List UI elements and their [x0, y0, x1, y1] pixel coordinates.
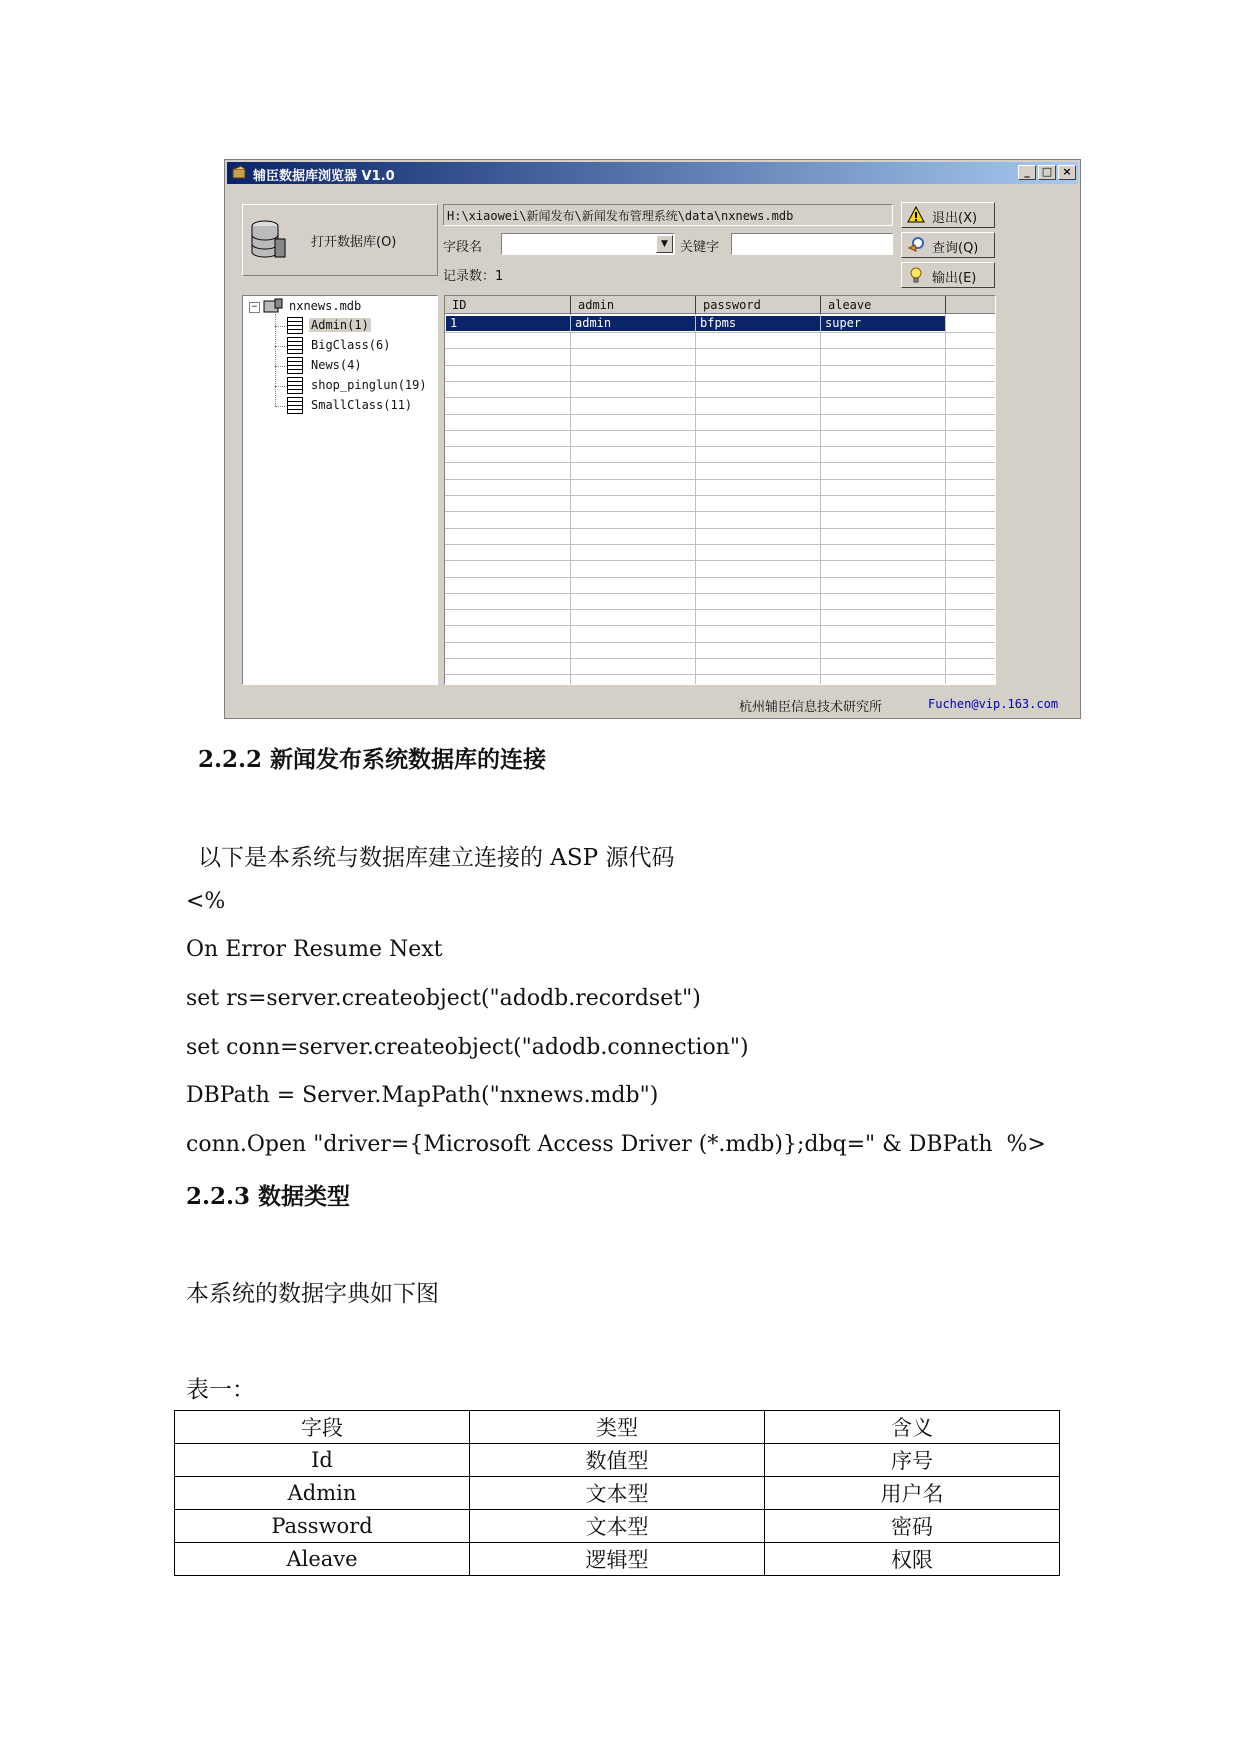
grid-row-line [445, 658, 995, 659]
column-header-id[interactable]: ID [445, 296, 571, 314]
email-link[interactable]: Fuchen@vip.163.com [928, 697, 1059, 711]
records-grid[interactable] [444, 295, 996, 685]
warning-icon [907, 206, 925, 224]
grid-row-line [445, 332, 995, 333]
field-name-select[interactable] [501, 233, 675, 255]
table-cell: 序号 [765, 1444, 1060, 1477]
tree-item-label: BigClass(6) [311, 338, 391, 352]
table-cell: Aleave [175, 1543, 470, 1576]
collapse-icon[interactable]: − [249, 302, 260, 313]
export-button[interactable] [901, 262, 995, 288]
column-header-empty [946, 296, 996, 314]
grid-row-line [445, 593, 995, 594]
table-cell: 用户名 [765, 1477, 1060, 1510]
query-button[interactable] [901, 232, 995, 258]
table-cell: 文本型 [470, 1510, 765, 1543]
tree-root-label[interactable]: nxnews.mdb [289, 299, 362, 313]
grid-row-line [445, 348, 995, 349]
table-cell: Admin [175, 1477, 470, 1510]
grid-row-line [445, 560, 995, 561]
exit-label: 退出(X) [932, 211, 978, 226]
grid-cell[interactable]: bfpms [696, 316, 820, 331]
chevron-down-icon[interactable]: ▼ [656, 235, 673, 253]
table-icon [287, 337, 303, 354]
tree-item-smallclass[interactable] [275, 396, 435, 416]
lightbulb-icon [907, 266, 925, 284]
grid-row-line [445, 577, 995, 578]
table-caption: 表一： [186, 1377, 255, 1403]
table-header-row [175, 1411, 1060, 1444]
grid-row-line [445, 479, 995, 480]
column-header-admin[interactable]: admin [571, 296, 696, 314]
grid-row-line [445, 511, 995, 512]
data-dictionary-table [174, 1410, 1060, 1576]
grid-row-line [445, 414, 995, 415]
company-name: 杭州辅臣信息技术研究所 [739, 700, 883, 715]
tree-item-shop-pinglun[interactable] [275, 376, 435, 396]
grid-row-line [445, 625, 995, 626]
section-heading: 2.2.2 新闻发布系统数据库的连接 [198, 746, 547, 773]
grid-cell[interactable]: admin [571, 316, 695, 331]
open-database-label: 打开数据库(O) [311, 235, 397, 250]
tree-item-news[interactable] [275, 356, 435, 376]
tree-item-admin[interactable] [275, 316, 435, 336]
grid-row-line [445, 397, 995, 398]
keyword-label: 关键字 [680, 240, 720, 255]
table-row [175, 1444, 1060, 1477]
title-bar[interactable] [227, 162, 1078, 184]
record-count: 记录数：1 [443, 269, 504, 284]
grid-row-line [445, 642, 995, 643]
database-path-field[interactable]: H:\xiaowei\新闻发布\新闻发布管理系统\data\nxnews.mdb [443, 204, 893, 226]
grid-cell[interactable]: super [821, 316, 945, 331]
table-cell: 类型 [470, 1411, 765, 1444]
grid-cell[interactable]: 1 [446, 316, 570, 331]
code-line: DBPath = Server.MapPath("nxnews.mdb") [186, 1083, 659, 1108]
code-line: conn.Open "driver={Microsoft Access Driver (*.mdb)};dbq=" & DBPath %> [186, 1132, 1046, 1157]
tree-item-label: News(4) [311, 358, 362, 372]
grid-row-line [445, 544, 995, 545]
table-cell: 密码 [765, 1510, 1060, 1543]
tree-item-label: shop_pinglun(19) [311, 378, 427, 392]
close-button[interactable]: × [1058, 165, 1076, 180]
table-cell: 字段 [175, 1411, 470, 1444]
table-icon [287, 357, 303, 374]
minimize-button[interactable]: _ [1018, 165, 1036, 180]
query-icon [907, 236, 925, 254]
export-label: 输出(E) [932, 271, 977, 286]
grid-row-line [445, 674, 995, 675]
code-line: On Error Resume Next [186, 937, 443, 962]
section-heading: 2.2.3 数据类型 [186, 1183, 351, 1210]
maximize-button[interactable]: □ [1038, 165, 1056, 180]
table-cell: 数值型 [470, 1444, 765, 1477]
table-cell: Id [175, 1444, 470, 1477]
keyword-input[interactable] [731, 233, 893, 255]
app-icon [231, 165, 247, 181]
grid-row-line [445, 528, 995, 529]
table-icon [287, 377, 303, 394]
table-icon [287, 317, 303, 334]
grid-row-line [445, 430, 995, 431]
window-title: 辅臣数据库浏览器 V1.0 [253, 169, 395, 184]
tree-item-label: Admin(1) [311, 318, 369, 332]
code-line: set conn=server.createobject("adodb.connection") [186, 1035, 749, 1060]
table-cell: 权限 [765, 1543, 1060, 1576]
tree-item-label: SmallClass(11) [311, 398, 413, 412]
app-window [224, 159, 1081, 719]
code-line: <% [186, 889, 226, 914]
open-database-button[interactable] [242, 204, 438, 276]
tree-item-bigclass[interactable] [275, 336, 435, 356]
exit-button[interactable] [901, 202, 995, 228]
table-cell: 文本型 [470, 1477, 765, 1510]
table-row [175, 1543, 1060, 1576]
column-header-password[interactable]: password [696, 296, 821, 314]
grid-row-line [445, 609, 995, 610]
table-row [175, 1510, 1060, 1543]
grid-row-line [445, 446, 995, 447]
column-header-aleave[interactable]: aleave [821, 296, 946, 314]
database-file-icon [263, 298, 283, 314]
grid-row-line [445, 462, 995, 463]
database-icon [249, 219, 287, 261]
intro-paragraph: 以下是本系统与数据库建立连接的 ASP 源代码 [198, 845, 675, 871]
field-name-label: 字段名 [443, 240, 483, 255]
table-cell: Password [175, 1510, 470, 1543]
table-icon [287, 397, 303, 414]
grid-row-line [445, 381, 995, 382]
table-cell: 含义 [765, 1411, 1060, 1444]
grid-row-line [445, 495, 995, 496]
query-label: 查询(Q) [932, 241, 979, 256]
grid-row-line [445, 365, 995, 366]
table-row [175, 1477, 1060, 1510]
code-line: set rs=server.createobject("adodb.recordset") [186, 986, 701, 1011]
dict-intro: 本系统的数据字典如下图 [186, 1281, 439, 1307]
table-tree [242, 295, 438, 685]
table-cell: 逻辑型 [470, 1543, 765, 1576]
